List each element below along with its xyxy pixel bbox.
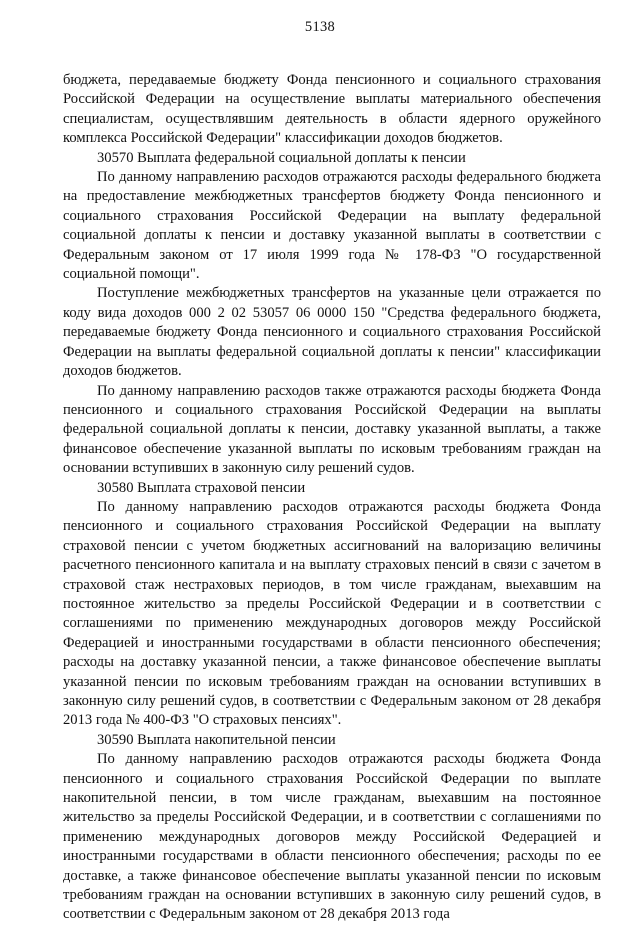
section-heading-30590: 30590 Выплата накопительной пенсии — [97, 731, 336, 748]
page-number: 5138 — [304, 19, 336, 35]
paragraph: По данному направлению расходов отражаются расходы бюджета Фонда пенсионного и социального страхования Российской Федерации на выплату страховой пенсии с учетом бюджетных ассигнований на валоризацию величины расчетного пенсионного капитала и на выплату страховых пенсий в связи с зачетом в страховой стаж нестраховых периодов, в том числе гражданам, выехавшим на постоянное жительство за пределы Российской Федерации и в соответствии с соглашениями по применению международных договоров между Российской Федерацией и иностранными государствами в области пенсионного обеспечения; расходы на доставку указанной пенсии, а также финансовое обеспечение выплаты указанной пенсии по исковым требованиям граждан на основании вступивших в законную силу решений судов, в соответствии с Федеральным законом от 28 декабря 2013 года № 400-ФЗ "О страховых пенсиях". — [63, 498, 601, 729]
paragraph-continuation: бюджета, передаваемые бюджету Фонда пенсионного и социального страхования Российской Федерации на осуществление выплаты материального обеспечения специалистам, осуществлявшим деятельность в области ядерного оружейного комплекса Российской Федерации" классификации доходов бюджетов. — [63, 72, 601, 147]
section-heading-30580: 30580 Выплата страховой пенсии — [97, 479, 306, 496]
paragraph: По данному направлению расходов отражаются расходы федерального бюджета на предоставление межбюджетных трансфертов бюджету Фонда пенсионного и социального страхования Российской Федерации на выплату федеральной социальной доплаты к пенсии и доставку указанной выплаты в соответствии с Федеральным законом от 17 июля 1999 года № 178-ФЗ "О государственной социальной помощи". — [63, 169, 601, 283]
document-body — [63, 71, 601, 925]
section-heading-30570: 30570 Выплата федеральной социальной доплаты к пенсии — [97, 149, 466, 166]
paragraph: Поступление межбюджетных трансфертов на указанные цели отражается по коду вида доходов 000 2 02 53057 06 0000 150 "Средства федерального бюджета, передаваемые бюджету Фонда пенсионного и социального страхования Российской Федерации на выплаты федеральной социальной доплаты к пенсии" классификации доходов бюджетов. — [63, 285, 601, 380]
paragraph: По данному направлению расходов отражаются расходы бюджета Фонда пенсионного и социального страхования Российской Федерации по выплате накопительной пенсии, в том числе гражданам, выехавшим на постоянное жительство за пределы Российской Федерации, и в соответствии с соглашениями по применению международных договоров между Российской Федерацией и иностранными государствами в области пенсионного обеспечения; расходы по ее доставке, а также финансовое обеспечение выплаты указанной пенсии по исковым требованиям граждан на основании вступивших в законную силу решений судов, в соответствии с Федеральным законом от 28 декабря 2013 года — [63, 751, 601, 923]
paragraph: По данному направлению расходов также отражаются расходы бюджета Фонда пенсионного и социального страхования Российской Федерации на выплаты федеральной социальной доплаты к пенсии, доставку указанной выплаты, а также финансовое обеспечение указанной выплаты по исковым требованиям граждан на основании вступивших в законную силу решений судов. — [63, 382, 601, 477]
